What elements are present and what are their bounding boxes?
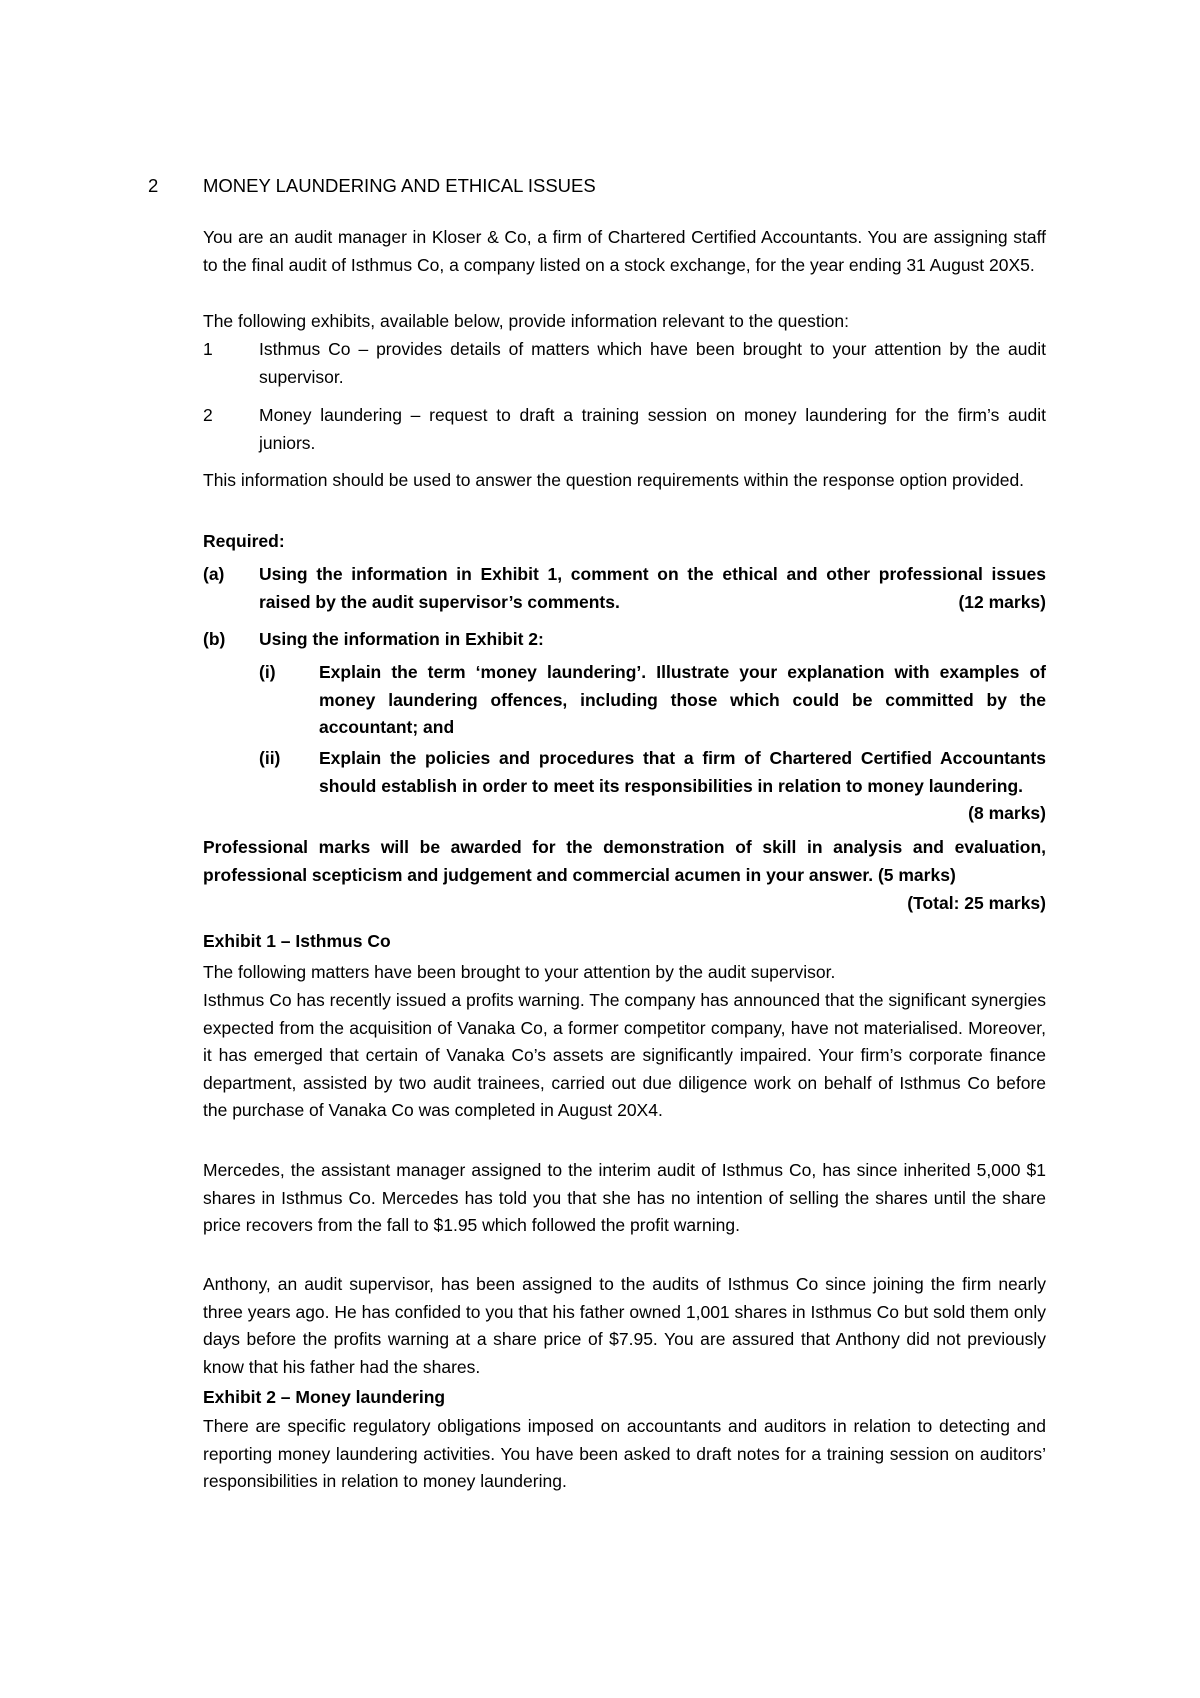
marks: (5 marks) [877,864,956,885]
requirement-text: Explain the term ‘money laundering’. Illustrate your explanation with examples of money laundering offences, including those which could be committed by the accountant; and [319,662,1046,737]
requirement-label: (a) [203,564,225,584]
exhibit1-title: Exhibit 1 – Isthmus Co [203,931,391,951]
requirement-a [203,561,1046,617]
exhibit1-intro: The following matters have been brought to your attention by the audit supervisor. [203,962,836,982]
exhibits-intro: The following exhibits, available below, provide information relevant to the question: [203,311,849,331]
exhibit2-title: Exhibit 2 – Money laundering [203,1387,446,1407]
requirement-label: (b) [203,629,226,649]
exhibit1-paragraph-2: Mercedes, the assistant manager assigned to the interim audit of Isthmus Co, has since inherited 5,000 $1 shares in Isthmus Co. Mercedes has told you that she has no intention of selling the shares until the share price recovers from the fall to $1.95 which followed the profit warning. [203,1160,1046,1235]
professional-marks-paragraph [203,834,1046,889]
marks: (12 marks) [958,591,1046,612]
exhibit1-paragraph-3: Anthony, an audit supervisor, has been assigned to the audits of Isthmus Co since joining the firm nearly three years ago. He has confided to you that his father owned 1,001 shares in Isthmus Co but sold them only days before the profits warning at a share price of $7.95. You are assured that Anthony did not previously know that his father had the shares. [203,1274,1046,1377]
required-label: Required: [203,531,285,551]
exhibit1-paragraph-1: Isthmus Co has recently issued a profits warning. The company has announced that the significant synergies expected from the acquisition of Vanaka Co, a former competitor company, have not materialised. Moreover, it has emerged that certain of Vanaka Co’s assets are significantly impaired. Your firm’s corporate finance department, assisted by two audit trainees, carried out due diligence work on behalf of Isthmus Co before the purchase of Vanaka Co was completed in August 20X4. [203,990,1046,1120]
use-information-paragraph: This information should be used to answer the question requirements within the response option provided. [203,470,1025,490]
intro-paragraph: You are an audit manager in Kloser & Co, a firm of Chartered Certified Accountants. You are assigning staff to the final audit of Isthmus Co, a company listed on a stock exchange, for the year ending 31 August 20X5. [203,227,1046,275]
list-number: 2 [203,405,213,425]
requirement-label: (i) [259,662,276,682]
professional-text: Professional marks will be awarded for the demonstration of skill in analysis and evaluation, professional scepticism and judgement and commercial acumen in your answer. [203,837,1046,885]
requirement-b-i [259,659,1046,742]
exhibit-list-item [203,336,1046,392]
exhibit2-paragraph-1: There are specific regulatory obligations imposed on accountants and auditors in relation to detecting and reporting money laundering activities. You have been asked to draft notes for a training session on auditors’ responsibilities in relation to money laundering. [203,1416,1046,1491]
list-number: 1 [203,339,213,359]
exhibit-list-item [203,402,1046,458]
marks: (8 marks) [968,803,1046,823]
requirement-text: Explain the policies and procedures that a firm of Chartered Certified Accountants should establish in order to meet its responsibilities in relation to money laundering. [319,748,1046,796]
requirement-text: Using the information in Exhibit 1, comment on the ethical and other professional issues raised by the audit supervisor’s comments. [259,564,1046,612]
requirement-text: Using the information in Exhibit 2: [259,629,544,649]
total-marks: (Total: 25 marks) [907,893,1046,913]
requirement-b-ii [259,745,1046,828]
question-title: MONEY LAUNDERING AND ETHICAL ISSUES [203,175,596,196]
list-text: Isthmus Co – provides details of matters which have been brought to your attention by the audit supervisor. [259,339,1046,387]
requirement-label: (ii) [259,748,281,768]
question-number: 2 [148,175,159,196]
list-text: Money laundering – request to draft a training session on money laundering for the firm’s audit juniors. [259,405,1046,453]
